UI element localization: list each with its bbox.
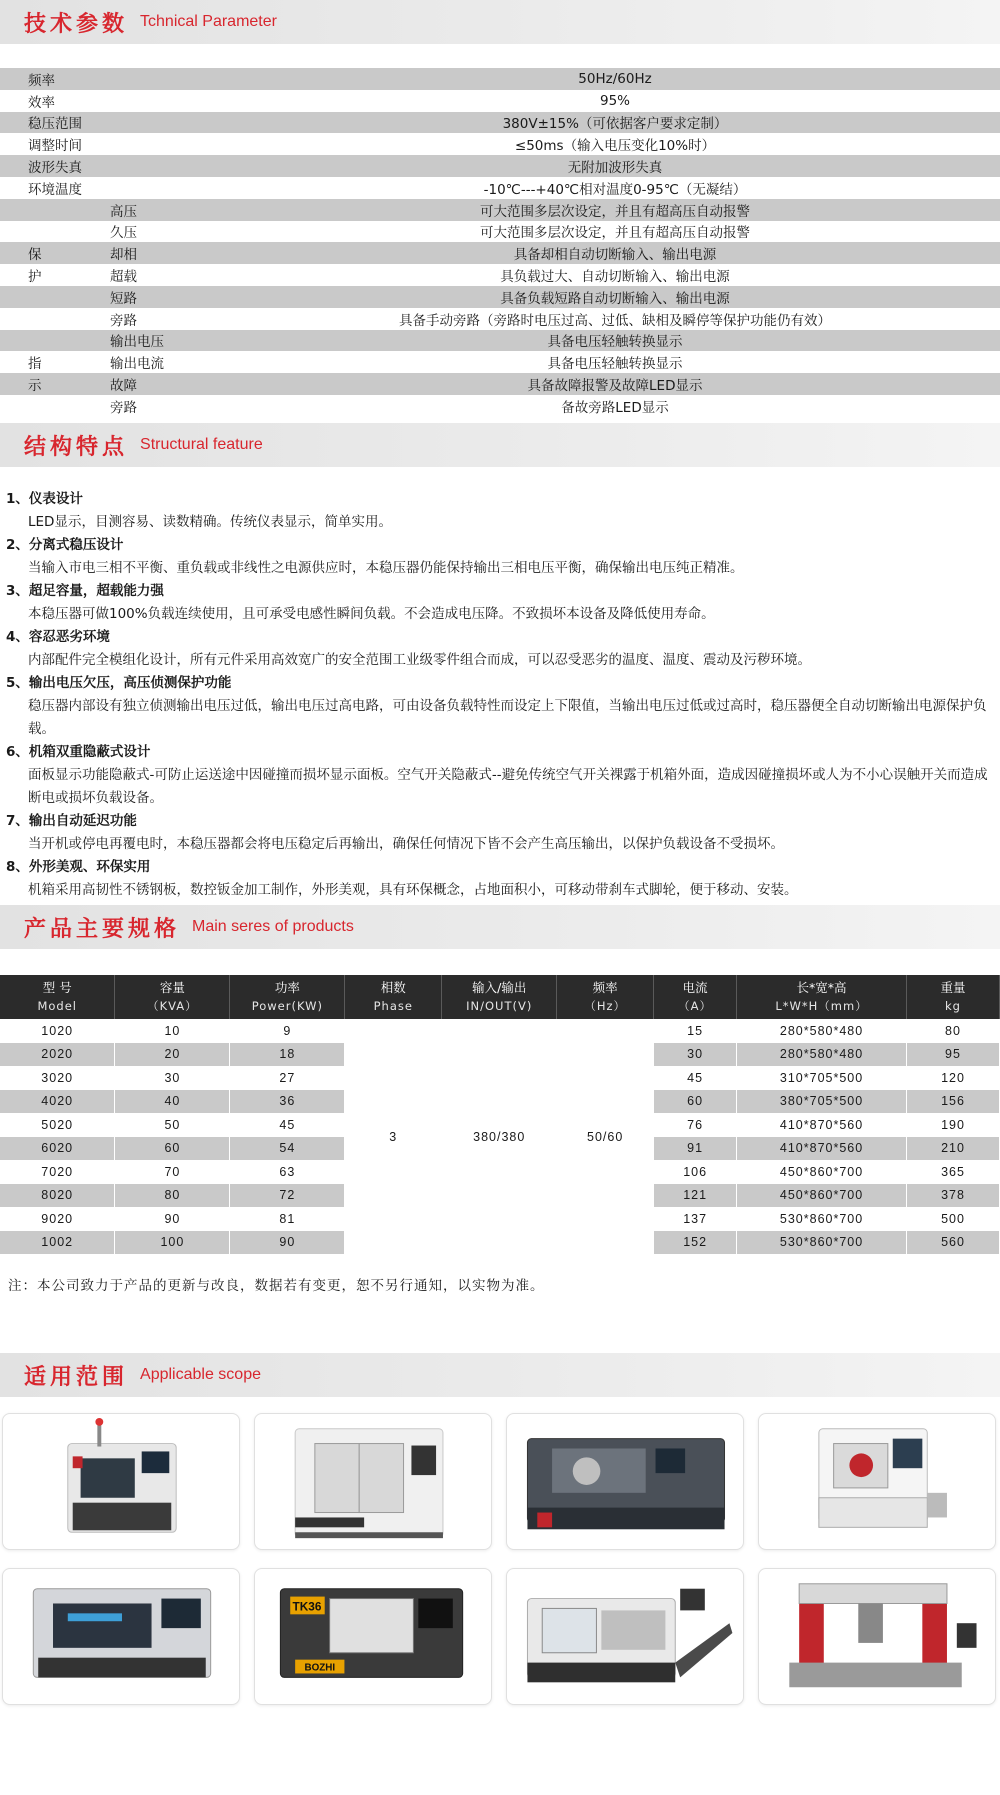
cell-weight: 560 (907, 1231, 1000, 1255)
feature-title: 3、超足容量，超载能力强 (6, 583, 164, 599)
cell-weight: 80 (907, 1019, 1000, 1043)
cell-model: 7020 (0, 1160, 115, 1184)
indicator-group-label: 示 (28, 378, 42, 395)
products-header-cn: 产品主要规格 (24, 916, 181, 942)
indicator-row (0, 351, 1000, 373)
protection-value: 可大范围多层次设定，并且有超高压自动报警 (480, 203, 750, 220)
indicator-value: 具备故障报警及故障LED显示 (527, 378, 703, 395)
cell-weight: 156 (907, 1090, 1000, 1114)
protection-row (0, 242, 1000, 264)
cell-weight: 365 (907, 1160, 1000, 1184)
protection-row (0, 264, 1000, 286)
feature-desc: 机箱采用高韧性不锈钢板，数控钣金加工制作，外形美观，具有环保概念，占地面积小，可移动带刹车式脚轮，便于移动、安装。 (28, 882, 798, 898)
cell-kva: 40 (115, 1090, 230, 1114)
feature-desc: 当输入市电三相不平衡、重负载或非线性之电源供应时，本稳压器仍能保持输出三相电压平衡，确保输出电压纯正精准。 (28, 560, 744, 576)
cell-model: 4020 (0, 1090, 115, 1114)
feature-desc: 本稳压器可做100%负载连续使用，且可承受电感性瞬间负载。不会造成电压降。不致损坏本设备及降低使用寿命。 (28, 606, 715, 622)
cell-power: 9 (230, 1019, 345, 1043)
cnc-lathe-small-icon (3, 1414, 239, 1549)
protection-label: 却相 (110, 247, 137, 264)
cell-size: 280*580*480 (737, 1019, 907, 1043)
products-header-en: Main seres of products (192, 918, 354, 935)
indicator-row (0, 395, 1000, 417)
tech-row-value: ≤50ms（输入电压变化10%时） (514, 138, 716, 155)
tech-row (0, 133, 1000, 155)
scope-header (0, 1353, 1000, 1397)
feature-title: 4、容忍恶劣环境 (6, 629, 110, 645)
indicator-row (0, 330, 1000, 352)
col-current: 电流 （A） (654, 975, 737, 1019)
cell-current: 152 (654, 1231, 737, 1255)
col-inout: 输入/输出 IN/OUT(V) (442, 975, 557, 1019)
gantry-machining-center-icon (759, 1569, 995, 1704)
tech-row-label: 稳压范围 (28, 116, 82, 133)
cell-current: 60 (654, 1090, 737, 1114)
machine-image-5 (2, 1568, 240, 1705)
cnc-machine-center-icon (255, 1414, 491, 1549)
col-power: 功率 Power(KW) (230, 975, 345, 1019)
cell-kva: 100 (115, 1231, 230, 1255)
cell-kva: 10 (115, 1019, 230, 1043)
col-weight: 重量 kg (907, 975, 1000, 1019)
machine-image-3 (506, 1413, 744, 1550)
protection-label: 久压 (110, 225, 137, 242)
feature-item (0, 580, 1000, 626)
tech-row (0, 155, 1000, 177)
cell-kva: 60 (115, 1137, 230, 1161)
tech-row-value: 95% (599, 92, 630, 109)
protection-row (0, 308, 1000, 330)
tech-row-label: 频率 (28, 72, 55, 89)
cell-size: 410*870*560 (737, 1137, 907, 1161)
feature-title: 7、输出自动延迟功能 (6, 813, 137, 829)
col-phase: 相数 Phase (345, 975, 442, 1019)
protection-group-label: 护 (28, 269, 42, 286)
tech-row-value: 380V±15%（可依据客户要求定制） (502, 116, 728, 133)
cell-kva: 70 (115, 1160, 230, 1184)
tech-row-label: 波形失真 (28, 160, 82, 177)
indicator-group-label: 指 (28, 356, 42, 373)
indicator-value: 具备电压轻触转换显示 (547, 334, 683, 351)
feature-desc: 面板显示功能隐蔽式-可防止运送途中因碰撞而损坏显示面板。空气开关隐蔽式--避免传统空气开关裸露于机箱外面，造成因碰撞损坏或人为不小心误触开关而造成断电或损坏负载设备。 (28, 767, 988, 806)
cell-power: 27 (230, 1066, 345, 1090)
feature-desc: LED显示，目测容易、读数精确。传统仪表显示，简单实用。 (28, 514, 392, 530)
cell-power: 81 (230, 1207, 345, 1231)
protection-value: 具备却相自动切断输入、输出电源 (513, 247, 717, 264)
feature-item (0, 810, 1000, 856)
cell-size: 450*860*700 (737, 1160, 907, 1184)
cell-current: 15 (654, 1019, 737, 1043)
cell-kva: 30 (115, 1066, 230, 1090)
cell-current: 106 (654, 1160, 737, 1184)
table-header-row (0, 975, 1000, 1019)
tech-header (0, 0, 1000, 44)
cell-power: 72 (230, 1184, 345, 1208)
feature-item (0, 672, 1000, 741)
cell-power: 63 (230, 1160, 345, 1184)
tech-row-value: -10℃---+40℃相对温度0-95℃（无凝结） (483, 181, 747, 198)
feature-title: 8、外形美观、环保实用 (6, 859, 151, 875)
machine-image-4 (758, 1413, 996, 1550)
cell-size: 450*860*700 (737, 1184, 907, 1208)
cell-kva: 80 (115, 1184, 230, 1208)
protection-group-label: 保 (28, 247, 42, 264)
feature-desc: 当开机或停电再覆电时，本稳压器都会将电压稳定后再输出，确保任何情况下皆不会产生高压输出，以保护负载设备不受损坏。 (28, 836, 784, 852)
protection-row (0, 199, 1000, 221)
col-size: 长*宽*高 L*W*H（mm） (737, 975, 907, 1019)
tech-row (0, 177, 1000, 199)
cell-model: 1020 (0, 1019, 115, 1043)
structure-header-en: Structural feature (140, 436, 263, 453)
feature-title: 1、仪表设计 (6, 491, 83, 507)
protection-value: 可大范围多层次设定，并且有超高压自动报警 (480, 225, 750, 242)
scope-header-en: Applicable scope (140, 1366, 261, 1383)
cell-model: 9020 (0, 1207, 115, 1231)
cell-model: 6020 (0, 1137, 115, 1161)
protection-row (0, 221, 1000, 243)
feature-item (0, 626, 1000, 672)
cell-model: 5020 (0, 1113, 115, 1137)
indicator-row (0, 373, 1000, 395)
products-note: 注：本公司致力于产品的更新与改良，数据若有变更，恕不另行通知，以实物为准。 (8, 1278, 545, 1294)
tech-row-value: 50Hz/60Hz (578, 70, 652, 87)
tk36-lathe-icon (255, 1569, 491, 1704)
cell-size: 530*860*700 (737, 1231, 907, 1255)
feature-desc: 内部配件完全模组化设计，所有元件采用高效宽广的安全范围工业级零件组合而成，可以忍受恶劣的温度、温度、震动及污秽环境。 (28, 652, 811, 668)
protection-value: 具备手动旁路（旁路时电压过高、过低、缺相及瞬停等保护功能仍有效） (399, 312, 831, 329)
scope-header-cn: 适用范围 (24, 1364, 129, 1390)
feature-title: 5、输出电压欠压，高压侦测保护功能 (6, 675, 232, 691)
cell-size: 410*870*560 (737, 1113, 907, 1137)
protection-label: 短路 (110, 290, 137, 307)
cell-power: 90 (230, 1231, 345, 1255)
protection-value: 具负载过大、自动切断输入、输出电源 (500, 269, 730, 286)
cell-weight: 120 (907, 1066, 1000, 1090)
machine-image-8 (758, 1568, 996, 1705)
cell-power: 45 (230, 1113, 345, 1137)
cell-kva: 50 (115, 1113, 230, 1137)
cell-power: 36 (230, 1090, 345, 1114)
tech-param-table (0, 68, 1000, 417)
protection-label: 超载 (110, 269, 137, 286)
table-row (0, 1019, 1000, 1043)
cell-weight: 378 (907, 1184, 1000, 1208)
cell-freq: 50/60 (557, 1019, 654, 1254)
feature-desc: 稳压器内部设有独立侦测输出电压过低，输出电压过高电路，可由设备负载特性而设定上下限值，当输出电压过低或过高时，稳压器便全自动切断输出电源保护负载。 (28, 698, 987, 737)
cell-current: 30 (654, 1043, 737, 1067)
machine-image-2 (254, 1413, 492, 1550)
cell-current: 91 (654, 1137, 737, 1161)
tech-row (0, 68, 1000, 90)
feature-title: 6、机箱双重隐蔽式设计 (6, 744, 151, 760)
cell-model: 2020 (0, 1043, 115, 1067)
tech-row (0, 112, 1000, 134)
feature-item (0, 856, 1000, 902)
cell-size: 310*705*500 (737, 1066, 907, 1090)
cell-current: 76 (654, 1113, 737, 1137)
cell-model: 3020 (0, 1066, 115, 1090)
tech-header-cn: 技术参数 (24, 11, 129, 37)
protection-label: 高压 (110, 203, 137, 220)
cell-weight: 210 (907, 1137, 1000, 1161)
brand-mark-tk36: TK36 (292, 1599, 322, 1614)
tech-row-label: 效率 (28, 94, 55, 111)
structure-list (0, 488, 1000, 902)
col-kva: 容量 （KVA） (115, 975, 230, 1019)
indicator-value: 具备电压轻触转换显示 (547, 356, 683, 373)
indicator-label: 故障 (110, 378, 137, 395)
cell-kva: 90 (115, 1207, 230, 1231)
cell-current: 121 (654, 1184, 737, 1208)
feature-item (0, 534, 1000, 580)
tech-row-label: 调整时间 (28, 138, 82, 155)
cnc-lathe-conveyor-icon (507, 1569, 743, 1704)
col-freq: 频率 （Hz） (557, 975, 654, 1019)
cell-inout: 380/380 (442, 1019, 557, 1254)
cell-model: 8020 (0, 1184, 115, 1208)
indicator-value: 备故旁路LED显示 (561, 399, 669, 416)
cell-power: 54 (230, 1137, 345, 1161)
cell-weight: 500 (907, 1207, 1000, 1231)
cell-size: 530*860*700 (737, 1207, 907, 1231)
cnc-turning-center-icon (759, 1414, 995, 1549)
machine-image-7 (506, 1568, 744, 1705)
feature-item (0, 488, 1000, 534)
products-table (0, 975, 1000, 1254)
cell-power: 18 (230, 1043, 345, 1067)
products-header (0, 905, 1000, 949)
protection-label: 旁路 (110, 312, 137, 329)
protection-value: 具备负载短路自动切断输入、输出电源 (500, 290, 730, 307)
tech-header-en: Tchnical Parameter (140, 13, 277, 30)
cell-model: 1002 (0, 1231, 115, 1255)
cell-size: 380*705*500 (737, 1090, 907, 1114)
indicator-label: 输出电压 (110, 334, 164, 351)
cell-current: 137 (654, 1207, 737, 1231)
cell-weight: 190 (907, 1113, 1000, 1137)
cell-size: 280*580*480 (737, 1043, 907, 1067)
tech-row-value: 无附加波形失真 (567, 160, 663, 177)
cnc-lathe-large-icon (507, 1414, 743, 1549)
tech-row (0, 90, 1000, 112)
cnc-horizontal-lathe-icon (3, 1569, 239, 1704)
indicator-label: 输出电流 (110, 356, 164, 373)
indicator-label: 旁路 (110, 399, 137, 416)
cell-phase: 3 (345, 1019, 442, 1254)
machine-image-6 (254, 1568, 492, 1705)
cell-kva: 20 (115, 1043, 230, 1067)
cell-current: 45 (654, 1066, 737, 1090)
machine-image-1 (2, 1413, 240, 1550)
protection-row (0, 286, 1000, 308)
feature-title: 2、分离式稳压设计 (6, 537, 124, 553)
brand-mark-bozhi: BOZHI (304, 1662, 336, 1674)
feature-item (0, 741, 1000, 810)
structure-header (0, 423, 1000, 467)
tech-row-label: 环境温度 (28, 181, 82, 198)
cell-weight: 95 (907, 1043, 1000, 1067)
structure-header-cn: 结构特点 (24, 434, 129, 460)
col-model: 型 号 Model (0, 975, 115, 1019)
